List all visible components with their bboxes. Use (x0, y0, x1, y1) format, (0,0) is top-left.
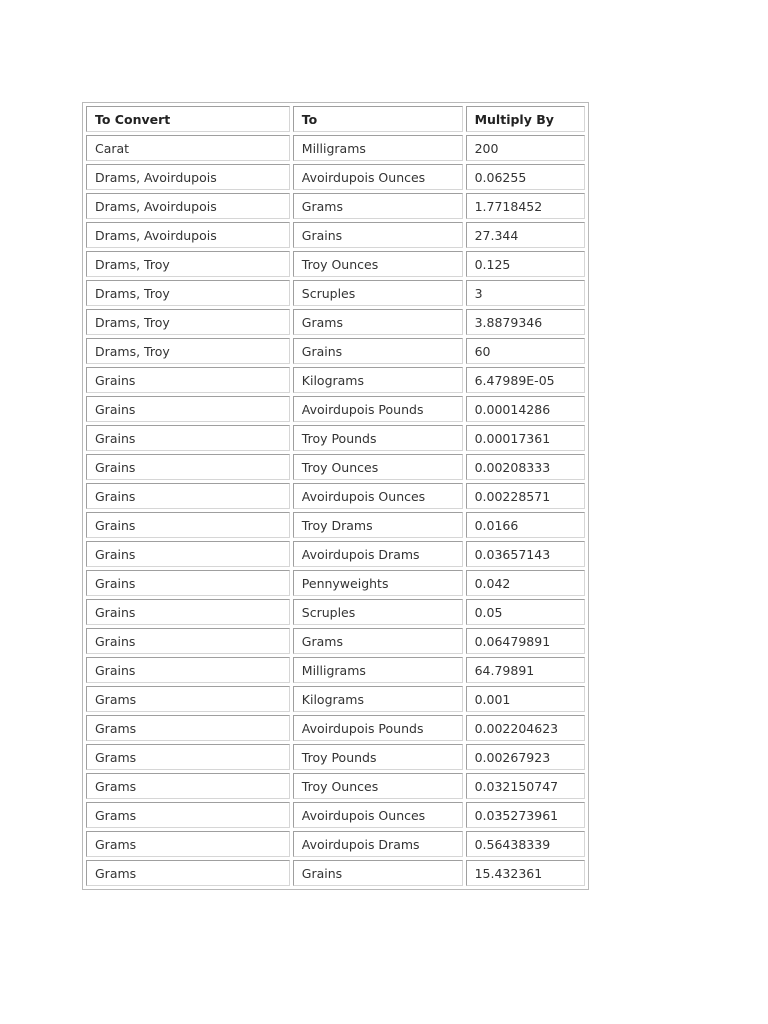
cell-to-unit: Troy Pounds (293, 744, 463, 770)
cell-multiplier: 1.7718452 (466, 193, 585, 219)
cell-multiplier: 27.344 (466, 222, 585, 248)
header-row (86, 106, 585, 132)
cell-from-unit: Grams (86, 802, 290, 828)
cell-from-unit: Grains (86, 425, 290, 451)
cell-to-unit: Kilograms (293, 686, 463, 712)
table-row (86, 628, 585, 654)
cell-multiplier: 0.035273961 (466, 802, 585, 828)
cell-from-unit: Drams, Avoirdupois (86, 193, 290, 219)
table-row (86, 396, 585, 422)
table-row (86, 367, 585, 393)
table-row (86, 425, 585, 451)
cell-multiplier: 3 (466, 280, 585, 306)
cell-multiplier: 0.0166 (466, 512, 585, 538)
conversion-table (82, 102, 589, 890)
cell-to-unit: Milligrams (293, 657, 463, 683)
table-row (86, 570, 585, 596)
cell-from-unit: Drams, Avoirdupois (86, 164, 290, 190)
cell-to-unit: Grains (293, 222, 463, 248)
cell-to-unit: Grams (293, 193, 463, 219)
cell-multiplier: 15.432361 (466, 860, 585, 886)
cell-multiplier: 6.47989E-05 (466, 367, 585, 393)
cell-to-unit: Milligrams (293, 135, 463, 161)
cell-to-unit: Kilograms (293, 367, 463, 393)
cell-to-unit: Pennyweights (293, 570, 463, 596)
cell-to-unit: Scruples (293, 599, 463, 625)
cell-to-unit: Avoirdupois Pounds (293, 396, 463, 422)
cell-multiplier: 0.00017361 (466, 425, 585, 451)
table-row (86, 831, 585, 857)
cell-from-unit: Grains (86, 657, 290, 683)
table-row (86, 483, 585, 509)
cell-multiplier: 0.00267923 (466, 744, 585, 770)
table-row (86, 454, 585, 480)
table-row (86, 135, 585, 161)
cell-from-unit: Grams (86, 831, 290, 857)
cell-to-unit: Troy Drams (293, 512, 463, 538)
cell-multiplier: 0.00014286 (466, 396, 585, 422)
cell-from-unit: Drams, Troy (86, 309, 290, 335)
table-row (86, 193, 585, 219)
cell-from-unit: Grains (86, 541, 290, 567)
cell-to-unit: Troy Ounces (293, 773, 463, 799)
cell-to-unit: Avoirdupois Ounces (293, 802, 463, 828)
cell-from-unit: Grains (86, 396, 290, 422)
cell-multiplier: 200 (466, 135, 585, 161)
cell-from-unit: Grains (86, 570, 290, 596)
table-row (86, 541, 585, 567)
cell-to-unit: Scruples (293, 280, 463, 306)
cell-to-unit: Grams (293, 628, 463, 654)
cell-to-unit: Avoirdupois Pounds (293, 715, 463, 741)
cell-multiplier: 0.03657143 (466, 541, 585, 567)
cell-multiplier: 0.00208333 (466, 454, 585, 480)
table-row (86, 251, 585, 277)
cell-from-unit: Grains (86, 454, 290, 480)
cell-multiplier: 0.05 (466, 599, 585, 625)
cell-to-unit: Avoirdupois Ounces (293, 483, 463, 509)
table-row (86, 860, 585, 886)
cell-multiplier: 0.001 (466, 686, 585, 712)
cell-from-unit: Grains (86, 512, 290, 538)
cell-from-unit: Grains (86, 367, 290, 393)
table-row (86, 338, 585, 364)
header-to: To (293, 106, 463, 132)
cell-to-unit: Grains (293, 860, 463, 886)
table-row (86, 599, 585, 625)
table-row (86, 657, 585, 683)
cell-multiplier: 0.06479891 (466, 628, 585, 654)
table-row (86, 164, 585, 190)
table-body (86, 135, 585, 886)
cell-multiplier: 0.125 (466, 251, 585, 277)
cell-from-unit: Drams, Troy (86, 251, 290, 277)
table-row (86, 222, 585, 248)
cell-multiplier: 0.00228571 (466, 483, 585, 509)
table-row (86, 686, 585, 712)
cell-to-unit: Troy Ounces (293, 454, 463, 480)
cell-from-unit: Drams, Troy (86, 280, 290, 306)
header-multiply-by: Multiply By (466, 106, 585, 132)
cell-multiplier: 3.8879346 (466, 309, 585, 335)
header-to-convert: To Convert (86, 106, 290, 132)
cell-to-unit: Troy Pounds (293, 425, 463, 451)
cell-from-unit: Grams (86, 773, 290, 799)
cell-to-unit: Grains (293, 338, 463, 364)
conversion-table-container (82, 102, 589, 890)
cell-from-unit: Drams, Troy (86, 338, 290, 364)
table-row (86, 512, 585, 538)
cell-multiplier: 0.042 (466, 570, 585, 596)
cell-to-unit: Grams (293, 309, 463, 335)
cell-from-unit: Grains (86, 483, 290, 509)
cell-to-unit: Troy Ounces (293, 251, 463, 277)
table-header (86, 106, 585, 132)
cell-from-unit: Grains (86, 628, 290, 654)
table-row (86, 715, 585, 741)
cell-from-unit: Grams (86, 860, 290, 886)
table-row (86, 280, 585, 306)
cell-from-unit: Drams, Avoirdupois (86, 222, 290, 248)
cell-from-unit: Grains (86, 599, 290, 625)
cell-to-unit: Avoirdupois Drams (293, 541, 463, 567)
cell-multiplier: 0.56438339 (466, 831, 585, 857)
cell-multiplier: 64.79891 (466, 657, 585, 683)
cell-multiplier: 0.06255 (466, 164, 585, 190)
cell-multiplier: 0.002204623 (466, 715, 585, 741)
cell-multiplier: 0.032150747 (466, 773, 585, 799)
table-row (86, 309, 585, 335)
cell-to-unit: Avoirdupois Ounces (293, 164, 463, 190)
cell-to-unit: Avoirdupois Drams (293, 831, 463, 857)
cell-from-unit: Grams (86, 744, 290, 770)
table-row (86, 773, 585, 799)
cell-from-unit: Carat (86, 135, 290, 161)
cell-multiplier: 60 (466, 338, 585, 364)
cell-from-unit: Grams (86, 686, 290, 712)
cell-from-unit: Grams (86, 715, 290, 741)
table-row (86, 802, 585, 828)
table-row (86, 744, 585, 770)
